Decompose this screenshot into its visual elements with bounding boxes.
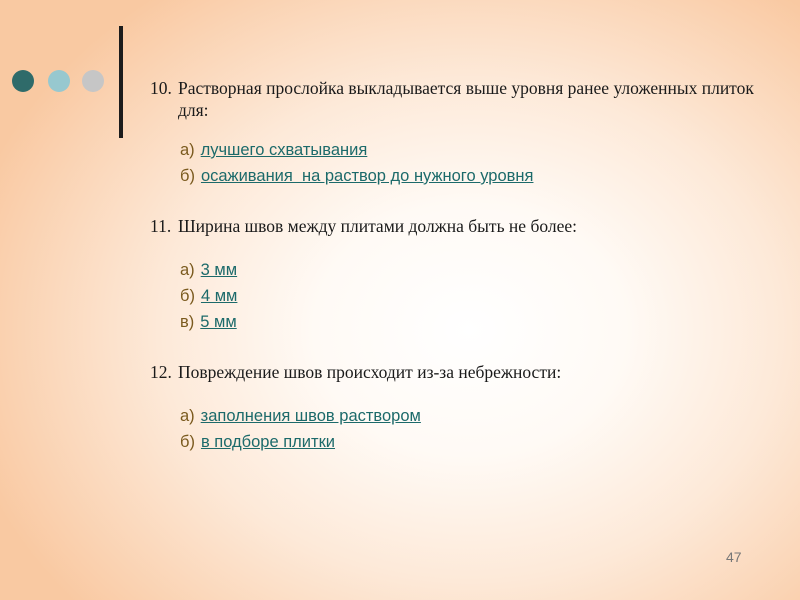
answer-item — [150, 137, 770, 163]
answer-link[interactable]: в подборе плитки — [200, 433, 336, 451]
answer-letter: а) — [180, 261, 195, 279]
answer-item — [150, 429, 770, 455]
question-text: Растворная прослойка выкладывается выше уровня ранее уложенных плиток для: — [178, 78, 754, 120]
answer-link[interactable]: 5 мм — [200, 313, 237, 331]
answer-letter: б) — [180, 167, 195, 185]
answers-11 — [150, 257, 770, 335]
dot-dark-teal — [12, 70, 34, 92]
vertical-divider — [119, 26, 123, 138]
question-11 — [150, 215, 770, 237]
answer-link[interactable]: лучшего схватывания — [200, 141, 368, 159]
dot-light-blue — [48, 70, 70, 92]
answer-item — [150, 309, 770, 335]
question-12 — [150, 361, 770, 383]
answer-letter: б) — [180, 433, 195, 451]
answer-link[interactable]: осаживания на раствор до нужного уровня — [200, 167, 534, 185]
decorative-dots — [10, 70, 110, 94]
question-number: 11. — [150, 216, 172, 236]
answer-item — [150, 163, 770, 189]
answer-link[interactable]: 4 мм — [200, 287, 238, 305]
answer-item — [150, 283, 770, 309]
question-text: Повреждение швов происходит из-за небрежности: — [178, 362, 562, 382]
answer-item — [150, 403, 770, 429]
answer-letter: а) — [180, 407, 195, 425]
question-number: 10. — [150, 78, 172, 98]
answers-10 — [150, 137, 770, 189]
answer-letter: б) — [180, 287, 195, 305]
slide-content — [150, 77, 770, 455]
answer-letter: а) — [180, 141, 195, 159]
answers-12 — [150, 403, 770, 455]
question-text: Ширина швов между плитами должна быть не более: — [178, 216, 577, 236]
answer-letter: в) — [180, 313, 195, 331]
answer-item — [150, 257, 770, 283]
answer-link[interactable]: 3 мм — [200, 261, 238, 279]
page-number: 47 — [726, 549, 742, 565]
dot-gray — [82, 70, 104, 92]
question-10 — [150, 77, 770, 121]
answer-link[interactable]: заполнения швов раствором — [200, 407, 421, 425]
question-number: 12. — [150, 362, 172, 382]
